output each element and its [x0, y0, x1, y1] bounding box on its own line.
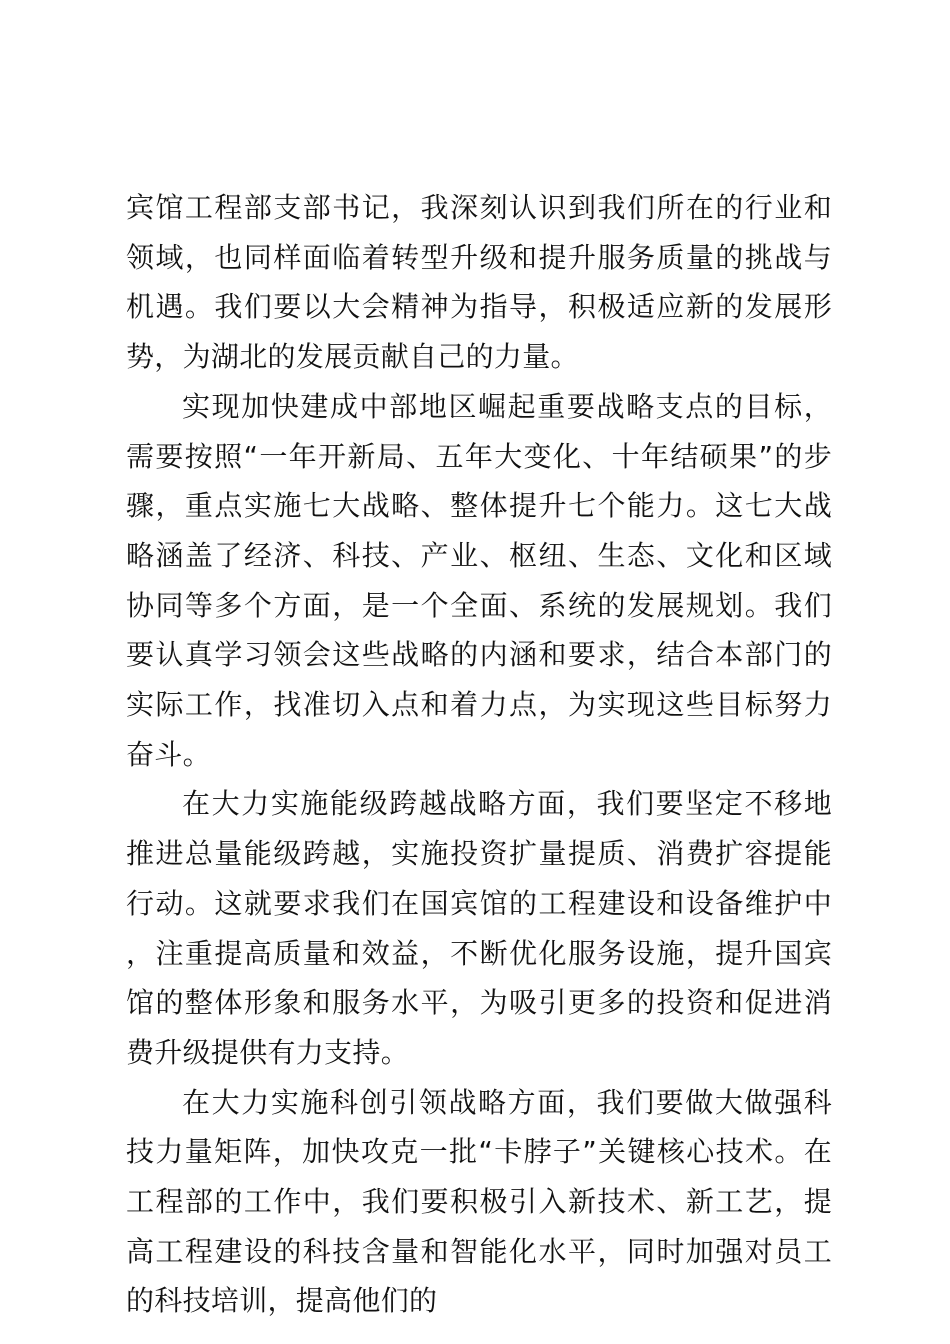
paragraph-3: 在大力实施能级跨越战略方面，我们要坚定不移地推进总量能级跨越，实施投资扩量提质、消费扩容提能行动。这就要求我们在国宾馆的工程建设和设备维护中，注重提高质量和效益，不断优化服务设施，提升国宾馆的整体形象和服务水平，为吸引更多的投资和促进消费升级提供有力支持。 — [126, 787, 832, 1069]
paragraph-2: 实现加快建成中部地区崛起重要战略支点的目标，需要按照“一年开新局、五年大变化、十年结硕果”的步骤，重点实施七大战略、整体提升七个能力。这七大战略涵盖了经济、科技、产业、枢纽、生态、文化和区域协同等多个方面，是一个全面、系统的发展规划。我们要认真学习领会这些战略的内涵和要求，结合本部门的实际工作，找准切入点和着力点，为实现这些目标努力奋斗。 — [126, 389, 832, 771]
paragraph-4: 在大力实施科创引领战略方面，我们要做大做强科技力量矩阵，加快攻克一批“卡脖子”关键核心技术。在工程部的工作中，我们要积极引入新技术、新工艺，提高工程建设的科技含量和智能化水平，同时加强对员工的科技培训，提高他们的 — [126, 1085, 832, 1318]
paragraph-1: 宾馆工程部支部书记，我深刻认识到我们所在的行业和领域，也同样面临着转型升级和提升服务质量的挑战与机遇。我们要以大会精神为指导，积极适应新的发展形势，为湖北的发展贡献自己的力量。 — [126, 191, 832, 374]
document-body — [126, 183, 832, 1326]
